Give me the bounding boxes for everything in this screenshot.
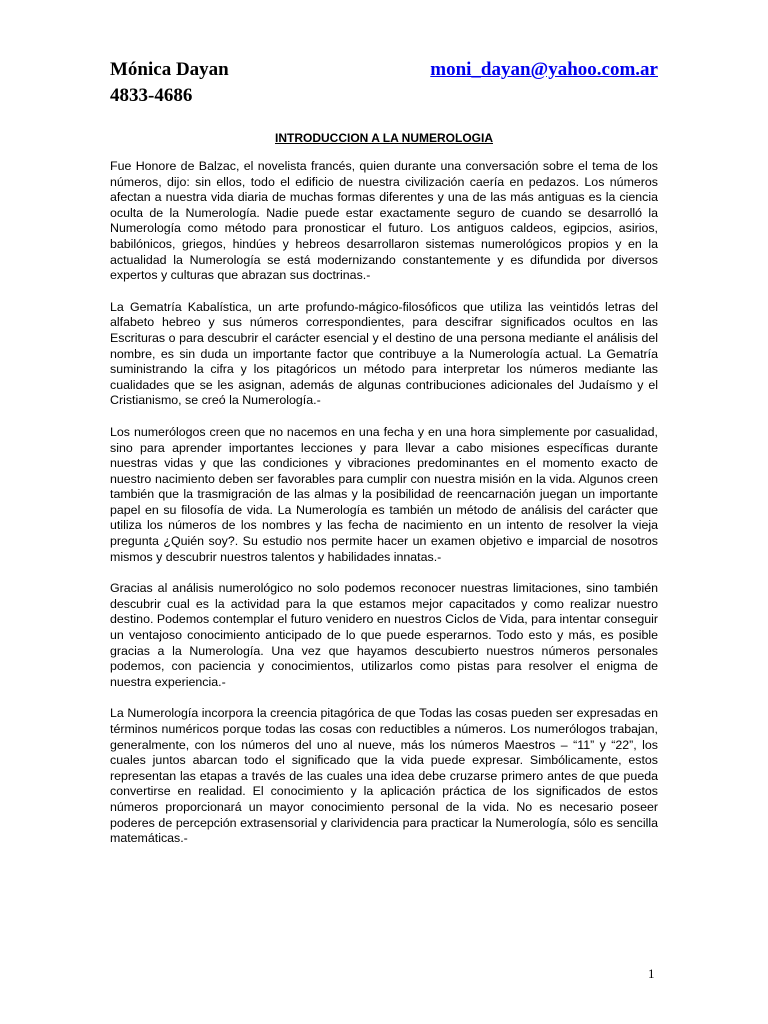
document-header: [110, 57, 658, 109]
header-row: [110, 57, 658, 83]
phone-number: 4833-4686: [110, 85, 193, 106]
document-title: INTRODUCCION A LA NUMEROLOGIA: [275, 131, 493, 145]
paragraph-3: Los numerólogos creen que no nacemos en una fecha y en una hora simplemente por casualidad, sino para aprender importantes lecciones y para llevar a cabo misiones específicas durante nuestras vidas y que las condiciones y vibraciones predominantes en el momento exacto de nuestro nacimiento deben ser favorables para cumplir con nuestra misión en la vida. Algunos creen también que la trasmigración de las almas y la posibilidad de reencarnación juegan un importante papel en su filosofía de vida. La Numerología es también un método de análisis del carácter que utiliza los números de los nombres y las fecha de nacimiento en un intento de resolver la vieja pregunta ¿Quién soy?. Su estudio nos permite hacer un examen objetivo e imparcial de nosotros mismos y descubrir nuestros talentos y habilidades innatas.-: [110, 424, 658, 564]
paragraph-5: La Numerología incorpora la creencia pitagórica de que Todas las cosas pueden ser expresadas en términos numéricos porque todas las cosas con reductibles a números. Los numerólogos trabajan, generalmente, con los números del uno al nueve, más los números Maestros – “11” y “22”, los cuales juntos abarcan todo el significado que la vida puede expresar. Simbólicamente, estos representan las etapas a través de las cuales una idea debe cruzarse primero antes de que pueda convertirse en realidad. El conocimiento y la aplicación práctica de los significados de estos números proporcionará un mayor conocimiento personal de la vida. No es necesario poseer poderes de percepción extrasensorial y clarividencia para practicar la Numerología, sólo es sencilla matemáticas.-: [110, 706, 658, 846]
paragraph-1: Fue Honore de Balzac, el novelista francés, quien durante una conversación sobre el tema de los números, dijo: sin ellos, todo el edificio de nuestra civilización caería en pedazos. Los números afectan a nuestra vida diaria de muchas formas diferentes y una de las más antiguas es la ciencia oculta de la Numerología. Nadie puede estar exactamente seguro de cuando se desarrolló la Numerología como método para pronosticar el futuro. Los antiguos caldeos, egipcios, asirios, babilónicos, griegos, hindúes y hebreos desarrollaron sistemas numerológicos propios y en la actualidad la Numerología se está modernizando constantemente y es difundida por diversos expertos y culturas que abrazan sus doctrinas.-: [110, 159, 658, 283]
author-name: Mónica Dayan: [110, 59, 229, 80]
document-body: [110, 159, 658, 863]
page-number: 1: [648, 966, 655, 981]
email-link[interactable]: moni_dayan@yahoo.com.ar: [430, 59, 658, 80]
paragraph-2: La Gematría Kabalística, un arte profundo-mágico-filosóficos que utiliza las veintidós letras del alfabeto hebreo y sus números correspondientes, para descifrar significados ocultos en las Escrituras o para descubrir el carácter esencial y el destino de una persona mediante el análisis del nombre, es sin duda un importante factor que contribuye a la Numerología actual. La Gematría suministrando la cifra y los pitagóricos un método para interpretar los números mediante las cualidades que se les asignan, además de algunas contribuciones adicionales del Judaísmo y el Cristianismo, se creó la Numerología.-: [110, 299, 658, 408]
paragraph-4: Gracias al análisis numerológico no solo podemos reconocer nuestras limitaciones, sino también descubrir cual es la actividad para la que estamos mejor capacitados y como realizar nuestro destino. Podemos contemplar el futuro venidero en nuestros Ciclos de Vida, para intentar conseguir un ventajoso conocimiento anticipado de lo que puede esperarnos. Todo esto y más, es posible gracias a la Numerología. Una vez que hayamos descubierto nuestros números personales podemos, con paciencia y conocimientos, utilizarlos como pistas para resolver el enigma de nuestra experiencia.-: [110, 581, 658, 689]
